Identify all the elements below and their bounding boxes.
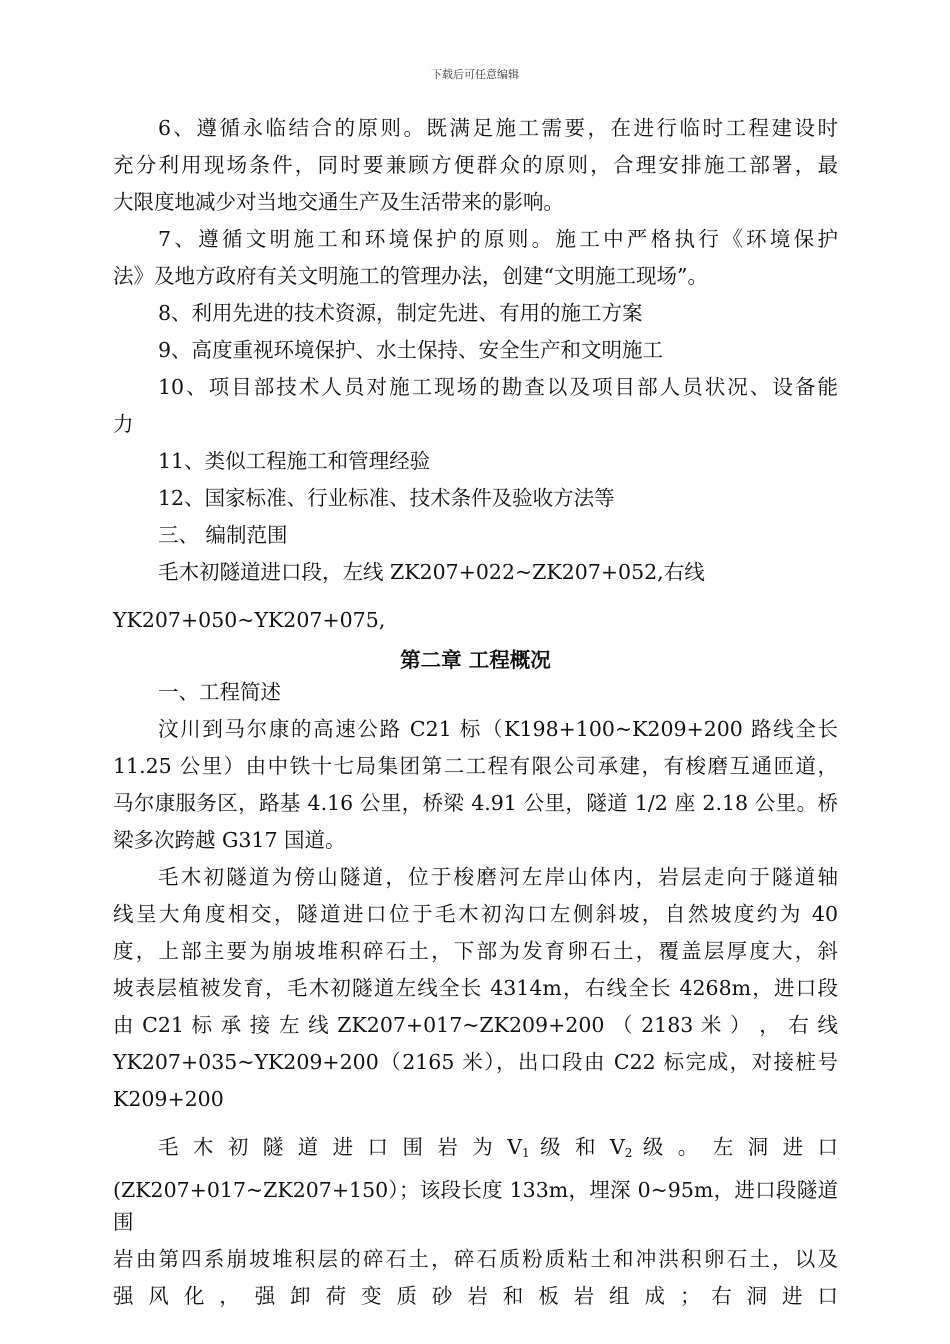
paragraph-line: 7、遵循文明施工和环境保护的原则。施工中严格执行《环境保护 (158, 227, 838, 251)
subscript: 2 (624, 1146, 633, 1160)
paragraph-line: 毛木初隧道为傍山隧道，位于梭磨河左岸山体内，岩层走向于隧道轴 (158, 865, 838, 889)
paragraph-line: 10、项目部技术人员对施工现场的勘查以及项目部人员状况、设备能 (158, 375, 838, 399)
paragraph-line (113, 1131, 838, 1169)
paragraph-line: 毛木初隧道进口段，左线 ZK207+022~ZK207+052,右线 (158, 560, 705, 584)
section-heading: 三、 编制范围 (158, 523, 288, 547)
paragraph-line: 强 风 化 ， 强 卸 荷 变 质 砂 岩 和 板 岩 组 成 ； 右 洞 进 口 (113, 1284, 838, 1308)
paragraph-line: 坡表层植被发育，毛木初隧道左线全长 4314m，右线全长 4268m，进口段 (113, 976, 838, 1000)
page-header: 下载后可任意编辑 (431, 68, 519, 81)
paragraph-line: 线呈大角度相交，隧道进口位于毛木初沟口左侧斜坡，自然坡度约为 40 (113, 902, 838, 926)
paragraph-line: (ZK207+017~ZK207+150）；该段长度 133m，埋深 0~95m，进口段隧道围 (113, 1178, 838, 1234)
paragraph-line: 11.25 公里）由中铁十七局集团第二工程有限公司承建，有梭磨互通匝道， (113, 754, 838, 778)
paragraph-line: YK207+050~YK207+075, (113, 608, 386, 632)
text-segment: 毛 木 初 隧 道 进 口 围 岩 为 V (158, 1135, 523, 1159)
chapter-title: 第二章 工程概况 (400, 648, 551, 672)
subscript: 1 (522, 1146, 530, 1160)
paragraph-line: 度，上部主要为崩坡堆积碎石土，下部为发育卵石土，覆盖层厚度大，斜 (113, 939, 838, 963)
paragraph-line: 8、利用先进的技术资源，制定先进、有用的施工方案 (158, 301, 643, 325)
paragraph-line: 6、遵循永临结合的原则。既满足施工需要，在进行临时工程建设时 (158, 116, 838, 140)
paragraph-line: 11、类似工程施工和管理经验 (158, 449, 431, 473)
paragraph-line: 梁多次跨越 G317 国道。 (113, 828, 346, 852)
paragraph-line: 马尔康服务区，路基 4.16 公里，桥梁 4.91 公里，隧道 1/2 座 2.18 公里。桥 (113, 791, 838, 815)
paragraph-line: 大限度地减少对当地交通生产及生活带来的影响。 (113, 190, 564, 214)
paragraph-line: 9、高度重视环境保护、水土保持、安全生产和文明施工 (158, 338, 664, 362)
paragraph-line: 岩由第四系崩坡堆积层的碎石土，碎石质粉质粘土和冲洪积卵石土，以及 (113, 1247, 838, 1271)
document-body (113, 112, 838, 1312)
paragraph-line: YK207+035~YK209+200（2165 米），出口段由 C22 标完成，对接桩号 (113, 1050, 838, 1074)
paragraph-line: 由 C21 标 承 接 左 线 ZK207+017~ZK209+200 （ 2183 米 ） ， 右 线 (113, 1013, 838, 1037)
section-heading: 一、工程简述 (158, 680, 281, 704)
paragraph-line: 汶川到马尔康的高速公路 C21 标（K198+100~K209+200 路线全长 (158, 717, 838, 741)
text-segment: 级 和 V (529, 1135, 625, 1159)
paragraph-line: 12、国家标准、行业标准、技术条件及验收方法等 (158, 486, 615, 510)
paragraph-line: 力 (113, 412, 134, 436)
paragraph-line: 法》及地方政府有关文明施工的管理办法，创建“文明施工现场”。 (113, 264, 708, 288)
text-segment: 级 。 左 洞 进 口 (632, 1135, 838, 1159)
paragraph-line: K209+200 (113, 1087, 224, 1111)
paragraph-line: 充分利用现场条件，同时要兼顾方便群众的原则，合理安排施工部署，最 (113, 153, 838, 177)
